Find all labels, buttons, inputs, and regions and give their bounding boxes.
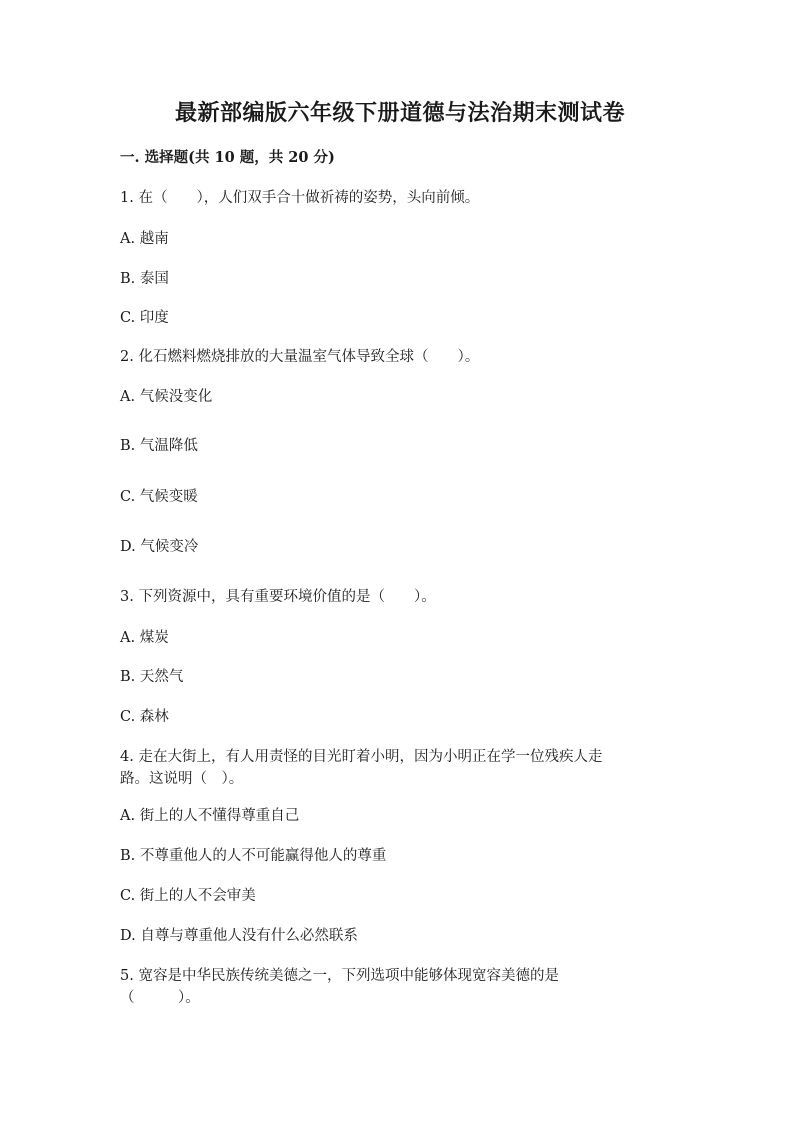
question-2-option-a: A. 气候没变化 xyxy=(120,389,213,405)
question-2-stem: 2. 化石燃料燃烧排放的大量温室气体导致全球（ ）。 xyxy=(120,349,480,365)
page-title: 最新部编版六年级下册道德与法治期末测试卷 xyxy=(174,100,625,126)
question-3-option-b: B. 天然气 xyxy=(120,669,184,685)
question-1-stem: 1. 在（ ），人们双手合十做祈祷的姿势，头向前倾。 xyxy=(120,190,480,206)
section-heading: 一. 选择题(共 10 题，共 20 分) xyxy=(120,149,335,166)
question-4-option-c: C. 街上的人不会审美 xyxy=(120,888,256,904)
question-4-stem-line-2: 路。这说明（ ）。 xyxy=(120,771,244,787)
question-3-stem: 3. 下列资源中，具有重要环境价值的是（ ）。 xyxy=(120,589,436,605)
question-4-option-a: A. 街上的人不懂得尊重自己 xyxy=(120,808,300,824)
question-1-option-a: A. 越南 xyxy=(120,231,169,247)
question-5-stem-line-1: 5. 宽容是中华民族传统美德之一，下列选项中能够体现宽容美德的是 xyxy=(120,968,559,984)
question-3-option-a: A. 煤炭 xyxy=(120,630,169,646)
question-1-option-b: B. 泰国 xyxy=(120,271,169,287)
question-3-option-c: C. 森林 xyxy=(120,709,169,725)
question-2-option-c: C. 气候变暖 xyxy=(120,489,198,505)
question-4-option-d: D. 自尊与尊重他人没有什么必然联系 xyxy=(120,928,358,944)
question-2-option-b: B. 气温降低 xyxy=(120,438,198,454)
question-1-option-c: C. 印度 xyxy=(120,310,169,326)
question-2-option-d: D. 气候变冷 xyxy=(120,539,199,555)
question-4-stem-line-1: 4. 走在大街上，有人用责怪的目光盯着小明，因为小明正在学一位残疾人走 xyxy=(120,749,603,765)
question-4-option-b: B. 不尊重他人的人不可能赢得他人的尊重 xyxy=(120,848,387,864)
question-5-stem-line-2: （ ）。 xyxy=(120,990,200,1006)
